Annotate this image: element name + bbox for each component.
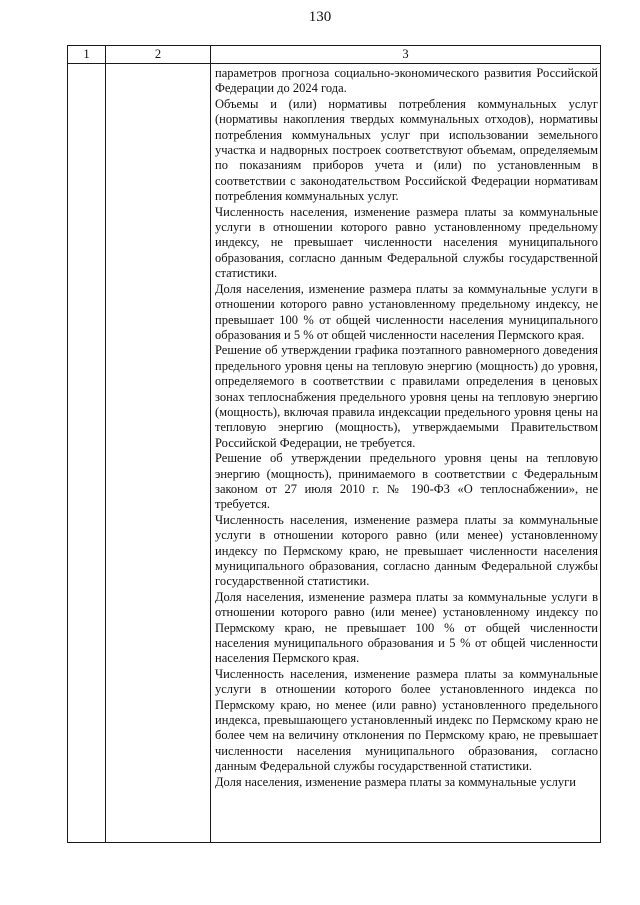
column-header-3: 3 <box>211 46 601 64</box>
table-row <box>68 64 601 843</box>
paragraph-population-above-index: Численность населения, изменение размера платы за коммунальные услуги в отношении которого более установленного индекса по Пермскому краю, но менее (или равно) установленного предельного индекса, превышающего установленный индекс по Пермскому краю не более чем на величину отклонения по Пермскому краю, не превышает численности населения муниципального образования, согласно данным Федеральной службы государственной статистики. <box>215 666 598 774</box>
cell-column-2 <box>106 64 211 843</box>
paragraph-population-regional-index: Численность населения, изменение размера платы за коммунальные услуги в отношении которого равно (или менее) установленному индексу по Пермскому краю, не превышает численности населения муниципального образования, согласно данным Федеральной службы государственной статистики. <box>215 512 598 589</box>
paragraph-population-share-continued: Доля населения, изменение размера платы за коммунальные услуги <box>215 774 576 789</box>
column-header-1: 1 <box>68 46 106 64</box>
paragraph-heat-price-limit: Решение об утверждении предельного уровня цены на тепловую энергию (мощность), принимаемого в соответствии с Федеральным законом от 27 июля 2010 г. № 190-ФЗ «О теплоснабжении», не требуется. <box>215 451 598 512</box>
paragraph-population-share-limit-index: Доля населения, изменение размера платы за коммунальные услуги в отношении которого равно установленному предельному индексу, не превышает 100 % от общей численности населения муниципального образования и 5 % от общей численности населения Пермского края. <box>215 281 598 342</box>
paragraph-population-share-regional-index: Доля населения, изменение размера платы за коммунальные услуги в отношении которого равно (или менее) установленному индексу по Пермскому краю, не превышает 100 % от общей численности населения муниципального образования и 5 % от общей численности населения Пермского края. <box>215 589 598 666</box>
cell-column-3 <box>211 64 601 843</box>
table-header-row <box>68 46 601 64</box>
paragraph-heat-price-schedule: Решение об утверждении графика поэтапного равномерного доведения предельного уровня цены на тепловую энергию (мощность) до уровня, определяемого в соответствии с правилами определения в ценовых зонах теплоснабжения предельного уровня цены на тепловую энергию (мощность), включая правила индексации предельного уровня цены на тепловую энергию (мощность), утверждаемыми Правительством Российской Федерации, не требуется. <box>215 343 598 450</box>
document-table <box>67 45 601 843</box>
column-header-2: 2 <box>106 46 211 64</box>
paragraph-consumption-volumes: Объемы и (или) нормативы потребления коммунальных услуг (нормативы накопления твердых коммунальных отходов), нормативы потребления коммунальных услуг при использовании земельного участка и надворных построек соответствуют объемам, определяемым по показаниям приборов учета и (или) по установленным в соответствии с законодательством Российской Федерации нормативам потребления коммунальных услуг. <box>215 96 598 204</box>
cell-column-1 <box>68 64 106 843</box>
paragraph-population-limit-index: Численность населения, изменение размера платы за коммунальные услуги в отношении которого равно установленному предельному индексу, не превышает численности населения муниципального образования, согласно данным Федеральной службы государственной статистики. <box>215 204 598 281</box>
page-number: 130 <box>308 9 332 25</box>
paragraph-forecast-parameters: параметров прогноза социально-экономического развития Российской Федерации до 2024 года. <box>215 66 598 96</box>
